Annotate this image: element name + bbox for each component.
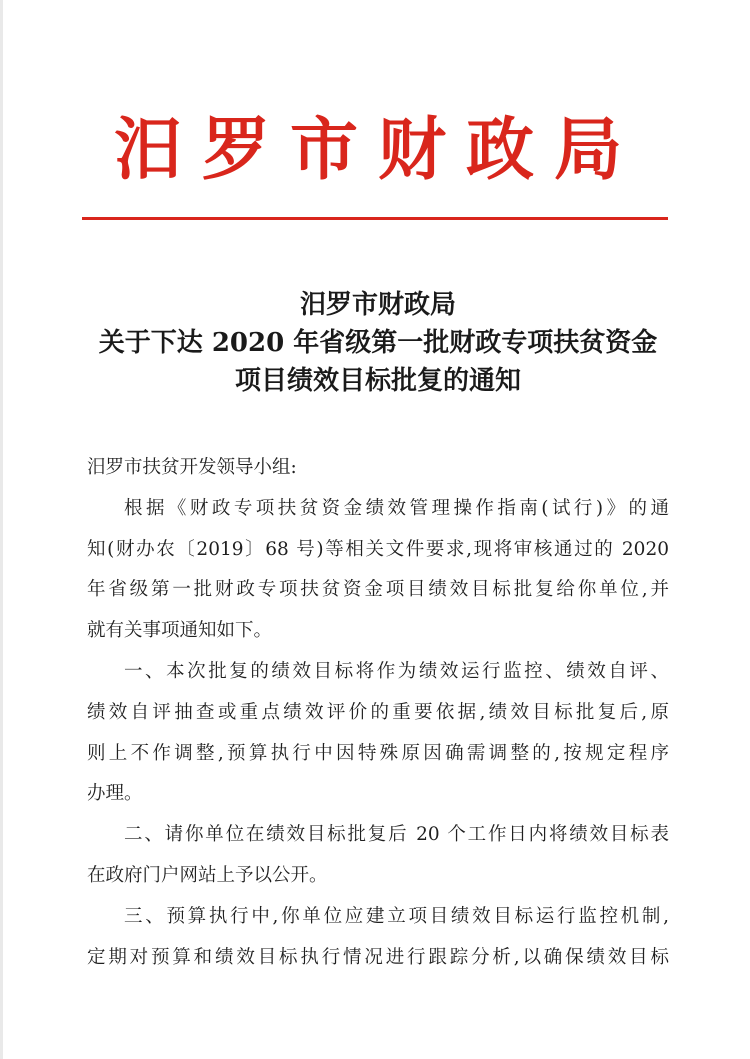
title-line-3: 项目绩效目标批复的通知 bbox=[234, 366, 521, 396]
document-title bbox=[63, 286, 693, 400]
salutation: 汨罗市扶贫开发领导小组: bbox=[87, 457, 297, 478]
body-line: 在政府门户网站上予以公开。 bbox=[87, 864, 328, 886]
letterhead-org-name: 汨罗市财政局 bbox=[113, 110, 642, 190]
body-line: 根据《财政专项扶贫资金绩效管理操作指南(试行)》的通 bbox=[124, 497, 669, 519]
body-line: 年省级第一批财政专项扶贫资金项目绩效目标批复给你单位,并 bbox=[87, 579, 669, 601]
body-line: 办理。 bbox=[87, 783, 143, 805]
title-line-1: 汨罗市财政局 bbox=[299, 290, 456, 320]
body-line: 二、请你单位在绩效目标批复后 20 个工作日内将绩效目标表 bbox=[124, 824, 669, 846]
body-line: 绩效自评抽查或重点绩效评价的重要依据,绩效目标批复后,原 bbox=[87, 701, 669, 723]
body-line: 就有关事项通知如下。 bbox=[87, 620, 273, 642]
letterhead-red-rule bbox=[82, 217, 668, 220]
body-line: 则上不作调整,预算执行中因特殊原因确需调整的,按规定程序 bbox=[87, 742, 669, 764]
body-line: 三、预算执行中,你单位应建立项目绩效目标运行监控机制, bbox=[124, 905, 669, 927]
body-line: 一、本次批复的绩效目标将作为绩效运行监控、绩效自评、 bbox=[124, 660, 669, 682]
body-line: 知(财办农〔2019〕68 号)等相关文件要求,现将审核通过的 2020 bbox=[87, 538, 669, 560]
body-line: 定期对预算和绩效目标执行情况进行跟踪分析,以确保绩效目标 bbox=[87, 946, 669, 968]
document-body bbox=[87, 448, 669, 978]
title-line-2: 关于下达 2020 年省级第一批财政专项扶贫资金 bbox=[98, 328, 658, 358]
